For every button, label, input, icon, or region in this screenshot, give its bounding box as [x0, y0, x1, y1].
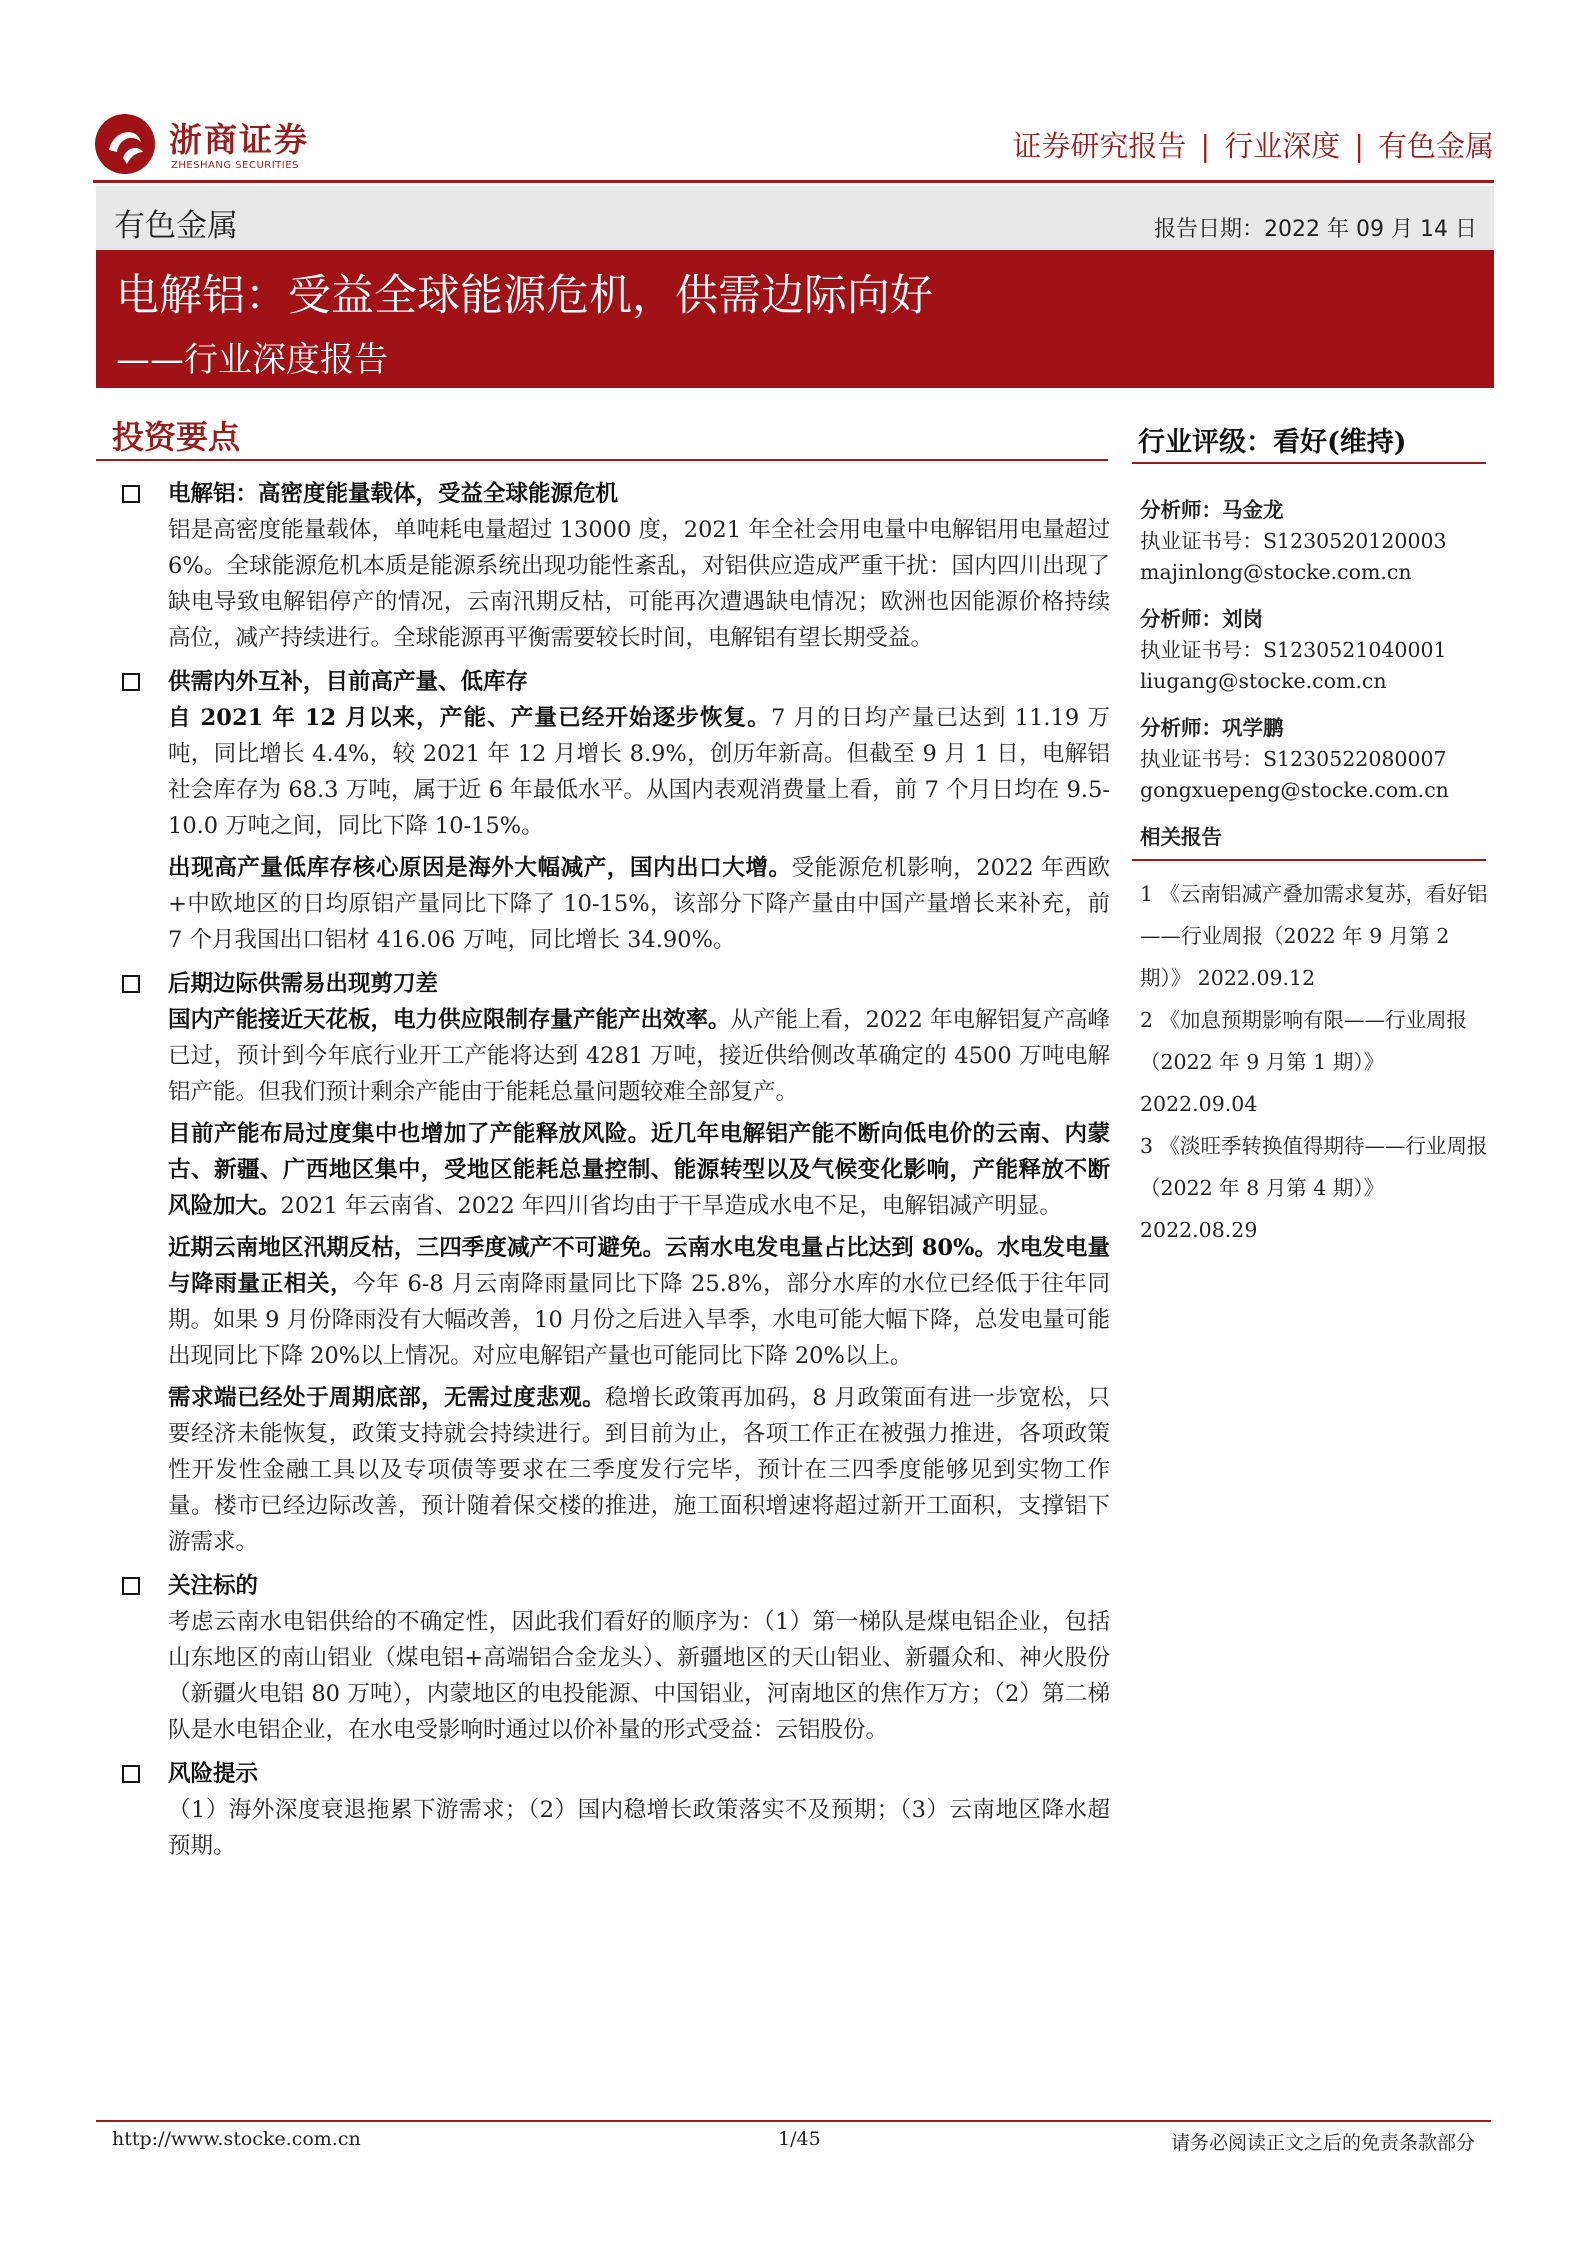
section-paragraph — [112, 1116, 1110, 1224]
section-heading-text: 后期边际供需易出现剪刀差 — [168, 971, 439, 997]
paragraph-text: 铝是高密度能量载体，单吨耗电量超过 13000 度，2021 年全社会用电量中电解铝用电量超过 6%。全球能源危机本质是能源系统出现功能性紊乱，对铝供应造成严重干扰：国内四川出现了缺电导致电解铝停产的情况，云南汛期反枯，可能再次遭遇缺电情况；欧洲也因能源价格持续高位，减产持续进行。全球能源再平衡需要较长时间，电解铝有望长期受益。 — [168, 517, 1110, 651]
company-logo — [93, 108, 333, 182]
checkbox-bullet-icon — [122, 1765, 140, 1783]
category-depth: 行业深度 — [1224, 129, 1341, 163]
analyst-email[interactable]: gongxuepeng@stocke.com.cn — [1140, 778, 1449, 802]
separator: | — [1354, 129, 1364, 163]
industry-rating: 行业评级：看好(维持) — [1138, 427, 1407, 458]
highlights-heading: 投资要点 — [112, 418, 241, 456]
section-paragraph — [112, 700, 1110, 844]
category-sector: 有色金属 — [1377, 129, 1494, 163]
logo-name: 浙商证券 — [169, 120, 309, 159]
section-paragraph — [112, 1604, 1110, 1748]
analyst-card — [1140, 495, 1490, 588]
paragraph-text: 今年 6-8 月云南降雨量同比下降 25.8%，部分水库的水位已经低于往年同期。如果 9 月份降雨没有大幅改善，10 月份之后进入旱季，水电可能大幅下降，总发电量可能出现同比下降 20%以上情况。对应电解铝产量也可能同比下降 20%以上。 — [168, 1271, 1110, 1369]
category-report-type: 证券研究报告 — [1012, 129, 1187, 163]
checkbox-bullet-icon — [122, 1577, 140, 1595]
report-title: 电解铝：受益全球能源危机，供需边际向好 — [116, 271, 933, 321]
highlights-divider — [96, 459, 1108, 461]
disclaimer-note: 请务必阅读正文之后的免责条款部分 — [1170, 2132, 1475, 2154]
rating-divider — [1132, 462, 1486, 464]
paragraph-text: 从产能上看，2022 年电解铝复产高峰已过，预计到今年底行业开工产能将达到 4281 万吨，接近供给侧改革确定的 4500 万吨电解铝产能。但我们预计剩余产能由于能耗总量问题较难全部复产。 — [168, 1007, 1110, 1105]
section-heading-text: 电解铝：高密度能量载体，受益全球能源危机 — [168, 481, 619, 507]
section-heading — [112, 476, 1110, 512]
footer-website[interactable]: http://www.stocke.com.cn — [112, 2128, 361, 2150]
footer-divider — [96, 2120, 1491, 2122]
section-paragraph — [112, 850, 1110, 958]
analyst-cert: 执业证书号：S1230520120003 — [1140, 529, 1447, 553]
paragraph-text: （1）海外深度衰退拖累下游需求；（2）国内稳增长政策落实不及预期；（3）云南地区降水超预期。 — [168, 1797, 1110, 1859]
sidebar — [1140, 495, 1490, 1251]
section-paragraph — [112, 1792, 1110, 1864]
paragraph-lead: 自 2021 年 12 月以来，产能、产量已经开始逐步恢复。 — [168, 705, 771, 731]
section-heading-text: 风险提示 — [168, 1761, 259, 1787]
logo-english-name: ZHESHANG SECURITIES — [171, 160, 299, 171]
paragraph-text: 稳增长政策再加码，8 月政策面有进一步宽松，只要经济未能恢复，政策支持就会持续进行。到目前为止，各项工作正在被强力推进，各项政策性开发性金融工具以及专项债等要求在三季度发行完毕，预计在三四季度能够见到实物工作量。楼市已经边际改善，预计随着保交楼的推进，施工面积增速将超过新开工面积，支撑铝下游需求。 — [168, 1385, 1110, 1555]
section-paragraph — [112, 1230, 1110, 1374]
paragraph-text: 7 月的日均产量已达到 11.19 万吨，同比增长 4.4%，较 2021 年 12 月增长 8.9%，创历年新高。但截至 9 月 1 日，电解铝社会库存为 68.3 万吨，属于近 6 年最低水平。从国内表观消费量上看，前 7 个月日均在 9.5-10.0 万吨之间，同比下降 10-15%。 — [168, 705, 1110, 839]
analyst-email[interactable]: majinlong@stocke.com.cn — [1140, 560, 1412, 584]
paragraph-lead: 需求端已经处于周期底部，无需过度悲观。 — [168, 1385, 606, 1411]
analyst-cert: 执业证书号：S1230521040001 — [1140, 638, 1447, 662]
related-divider — [1132, 859, 1486, 861]
paragraph-text: 受能源危机影响，2022 年西欧+中欧地区的日均原铝产量同比下降了 10-15%，该部分下降产量由中国产量增长来补充，前 7 个月我国出口铝材 416.06 万吨，同比增长 34.90%。 — [168, 855, 1110, 953]
section-heading — [112, 1756, 1110, 1792]
sector-label: 有色金属 — [114, 208, 238, 244]
related-reports-heading: 相关报告 — [1140, 825, 1222, 849]
section-paragraph — [112, 1002, 1110, 1110]
logo-mark-icon — [93, 112, 157, 176]
section-paragraph — [112, 1380, 1110, 1560]
section-heading-text: 供需内外互补，目前高产量、低库存 — [168, 669, 529, 695]
paragraph-lead: 出现高产量低库存核心原因是海外大幅减产，国内出口大增。 — [168, 855, 792, 881]
section-heading — [112, 966, 1110, 1002]
analyst-cert: 执业证书号：S1230522080007 — [1140, 747, 1447, 771]
analyst-card — [1140, 604, 1490, 697]
section-heading — [112, 664, 1110, 700]
paragraph-text: 考虑云南水电铝供给的不确定性，因此我们看好的顺序为：（1）第一梯队是煤电铝企业，包括山东地区的南山铝业（煤电铝+高端铝合金龙头）、新疆地区的天山铝业、新疆众和、神火股份（新疆火电铝 80 万吨），内蒙地区的电投能源、中国铝业，河南地区的焦作万方；（2）第二梯队是水电铝企业，在水电受影响时通过以价补量的形式受益：云铝股份。 — [168, 1609, 1110, 1743]
paragraph-lead: 近期云南地区汛期反枯，三四季度减产不可避免。云南水电发电量占比达到 80%。水电发电量与降雨量正相关， — [168, 1235, 1110, 1297]
checkbox-bullet-icon — [122, 975, 140, 993]
checkbox-bullet-icon — [122, 673, 140, 691]
analyst-card — [1140, 713, 1490, 806]
section-paragraph — [112, 512, 1110, 656]
page-number: 1/45 — [778, 2128, 821, 2150]
report-categories — [1012, 124, 1494, 165]
related-report-item[interactable]: 1 《云南铝减产叠加需求复苏，看好铝——行业周报（2022 年 9 月第 2 期）》 2022.09.12 — [1140, 882, 1488, 990]
section-heading — [112, 1568, 1110, 1604]
checkbox-bullet-icon — [122, 485, 140, 503]
report-date: 报告日期：2022 年 09 月 14 日 — [1154, 217, 1477, 242]
paragraph-lead: 目前产能布局过度集中也增加了产能释放风险。近几年电解铝产能不断向低电价的云南、内蒙古、新疆、广西地区集中，受地区能耗总量控制、能源转型以及气候变化影响，产能释放不断风险加大。 — [168, 1121, 1110, 1219]
paragraph-text: 2021 年云南省、2022 年四川省均由于干旱造成水电不足，电解铝减产明显。 — [280, 1193, 1062, 1219]
related-report-item[interactable]: 3 《淡旺季转换值得期待——行业周报（2022 年 8 月第 4 期）》 2022.08.29 — [1140, 1134, 1488, 1242]
analyst-name: 分析师：巩学鹏 — [1140, 716, 1284, 740]
analyst-name: 分析师：马金龙 — [1140, 498, 1284, 522]
separator: | — [1200, 129, 1211, 163]
section-heading-text: 关注标的 — [168, 1573, 259, 1599]
related-report-item[interactable]: 2 《加息预期影响有限——行业周报（2022 年 9 月第 1 期）》 2022.09.04 — [1140, 1008, 1468, 1116]
paragraph-lead: 国内产能接近天花板，电力供应限制存量产能产出效率。 — [168, 1007, 731, 1033]
report-subtitle: ——行业深度报告 — [116, 340, 388, 380]
analyst-email[interactable]: liugang@stocke.com.cn — [1140, 669, 1387, 693]
analyst-name: 分析师：刘岗 — [1140, 607, 1263, 631]
header-divider — [93, 180, 1494, 183]
investment-highlights — [112, 468, 1110, 1870]
